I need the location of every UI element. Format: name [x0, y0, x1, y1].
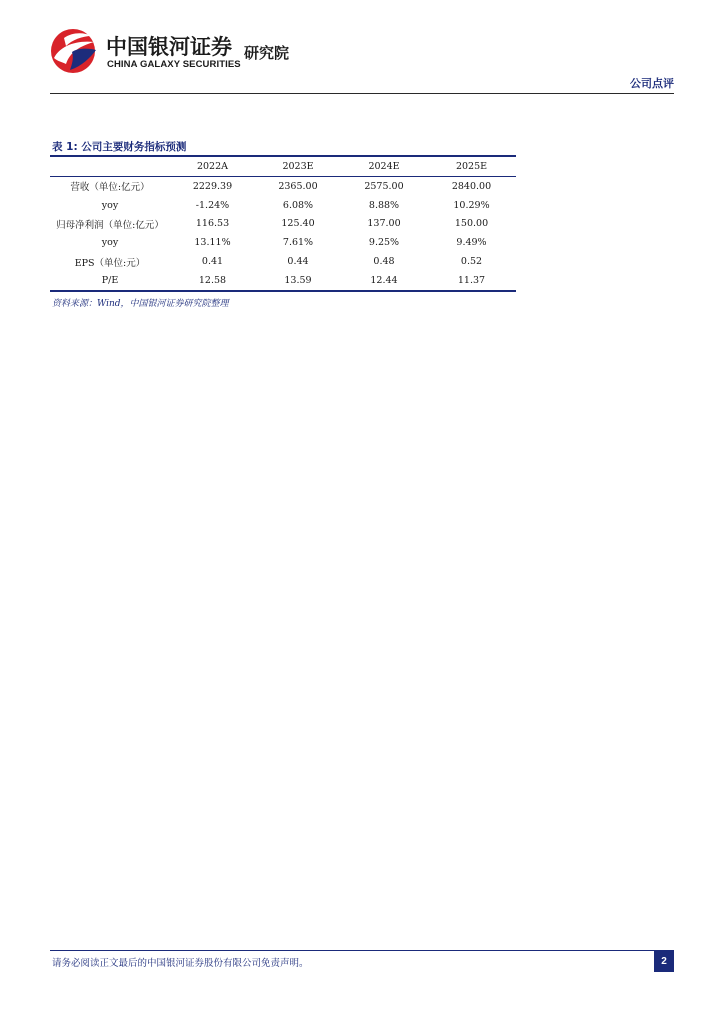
table-cell: 0.41 — [201, 256, 224, 268]
table-cell: 9.49% — [456, 237, 487, 249]
table-cell: 2229.39 — [192, 180, 233, 192]
section-label: 公司点评 — [630, 77, 674, 90]
brand-institute: 研究院 — [244, 44, 290, 62]
table-cell: 8.88% — [368, 199, 400, 211]
table-cell: 0.44 — [287, 256, 309, 268]
header-divider — [50, 93, 674, 94]
table-title: 表 1: 公司主要财务指标预测 — [52, 141, 187, 153]
table-source-note: 资料来源：Wind，中国银河证券研究院整理 — [52, 299, 229, 309]
page-number: 2 — [654, 951, 674, 972]
row-label: yoy — [101, 237, 119, 249]
table-cell: 10.29% — [453, 199, 490, 211]
column-header — [50, 156, 170, 177]
table-cell: -1.24% — [195, 199, 230, 211]
table-row — [50, 233, 516, 252]
table-cell: 13.11% — [194, 237, 231, 249]
table-cell: 13.59 — [255, 271, 341, 291]
table-row — [50, 177, 516, 196]
table-cell: 137.00 — [367, 218, 401, 230]
column-header: 2023E — [255, 156, 341, 177]
column-header: 2022A — [170, 156, 255, 177]
table-cell: 125.40 — [281, 218, 315, 230]
table-cell: 11.37 — [427, 271, 516, 291]
table-cell: 2575.00 — [364, 180, 404, 192]
table-cell: 12.44 — [341, 271, 427, 291]
table-cell: 0.52 — [460, 256, 483, 268]
table-row — [50, 196, 516, 215]
table-row — [50, 252, 516, 271]
brand-name-en: CHINA GALAXY SECURITIES — [107, 59, 241, 70]
table-cell: 9.25% — [368, 237, 400, 249]
disclaimer-note: 请务必阅读正文最后的中国银河证券股份有限公司免责声明。 — [52, 958, 309, 969]
row-label: EPS（单位:元） — [74, 257, 146, 269]
report-header — [50, 28, 674, 94]
table-cell: 0.48 — [373, 256, 395, 268]
table-cell: 2365.00 — [278, 180, 318, 192]
column-header: 2024E — [341, 156, 427, 177]
brand-name-cn: 中国银河证券 — [106, 35, 232, 59]
row-label: yoy — [101, 199, 119, 211]
table-cell: 2840.00 — [451, 180, 492, 192]
column-header: 2025E — [427, 156, 516, 177]
galaxy-logo-icon — [50, 28, 100, 74]
table-row — [50, 271, 516, 291]
financial-forecast-table — [50, 155, 516, 292]
table-header-row — [50, 156, 516, 177]
table-cell: 150.00 — [454, 218, 489, 230]
table-row — [50, 215, 516, 234]
table-cell: 12.58 — [170, 271, 255, 291]
row-label: P/E — [50, 271, 170, 291]
table-cell: 7.61% — [282, 237, 314, 249]
table-cell: 116.53 — [195, 218, 230, 230]
table-cell: 6.08% — [282, 199, 314, 211]
footer-divider — [50, 950, 674, 951]
row-label: 营收（单位:亿元） — [70, 182, 150, 194]
row-label: 归母净利润（单位:亿元） — [56, 219, 164, 231]
